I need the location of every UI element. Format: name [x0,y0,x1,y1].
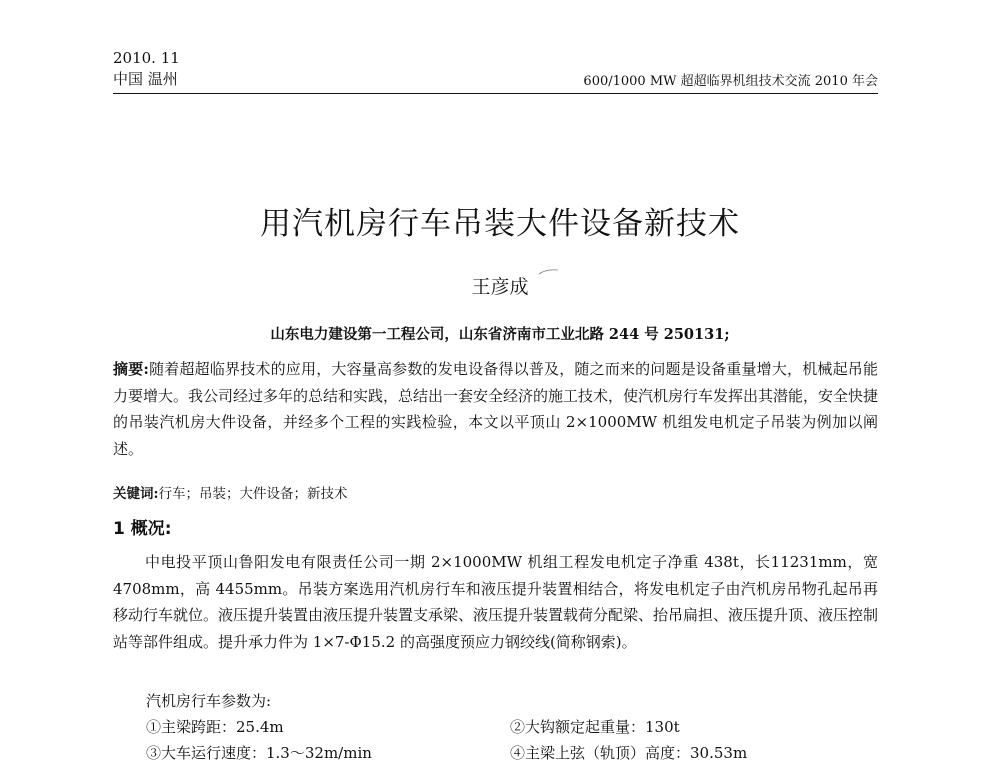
param-item: ③大车运行速度：1.3～32m/min [146,744,372,762]
param-item: ②大钩额定起重量：130t [510,718,680,736]
keywords [113,482,347,502]
section-heading: 1 概况: [113,519,172,539]
running-header-left [113,48,180,90]
scan-mark-icon [538,268,560,276]
header-rule [113,93,878,94]
author-line [0,272,1000,299]
param-item: ①主梁跨距：25.4m [146,718,284,736]
header-date: 2010. 11 [113,49,180,67]
header-conference: 600/1000 MW 超超临界机组技术交流 2010 年会 [583,74,878,89]
abstract [113,356,878,462]
paper-title: 用汽机房行车吊装大件设备新技术 [260,206,740,242]
header-location: 中国 温州 [113,70,178,88]
keywords-label: 关键词: [113,486,159,502]
param-item: ④主梁上弦（轨顶）高度：30.53m [510,744,748,762]
keywords-text: 行车；吊装；大件设备；新技术 [158,486,348,502]
abstract-text: 随着超超临界技术的应用，大容量高参数的发电设备得以普及，随之而来的问题是设备重量增大，机械起吊能力要增大。我公司经过多年的总结和实践，总结出一套安全经济的施工技术，使汽机房行车发挥出其潜能，安全快捷的吊装汽机房大件设备，并经多个工程的实践检验，本文以平顶山 2×1000MW 机组发电机定子吊装为例加以阐述。 [113,360,879,458]
author-name: 王彦成 [471,276,529,298]
abstract-label: 摘要: [113,360,149,378]
affiliation: 山东电力建设第一工程公司，山东省济南市工业北路 244 号 250131; [270,326,730,343]
body-paragraph: 中电投平顶山鲁阳发电有限责任公司一期 2×1000MW 机组工程发电机定子净重 438t，长11231mm，宽 4708mm，高 4455mm。吊装方案选用汽机房行车和液压提升装置相结合，将发电机定子由汽机房吊物孔起吊再移动行车就位。液压提升装置由液压提升装置支承梁、液压提升装置载荷分配梁、抬吊扁担、液压提升顶、液压控制站等部件组成。提升承力件为 1×7-Φ15.2 的高强度预应力钢绞线(简称钢索)。 [113,553,879,651]
params-lead: 汽机房行车参数为: [146,692,272,710]
